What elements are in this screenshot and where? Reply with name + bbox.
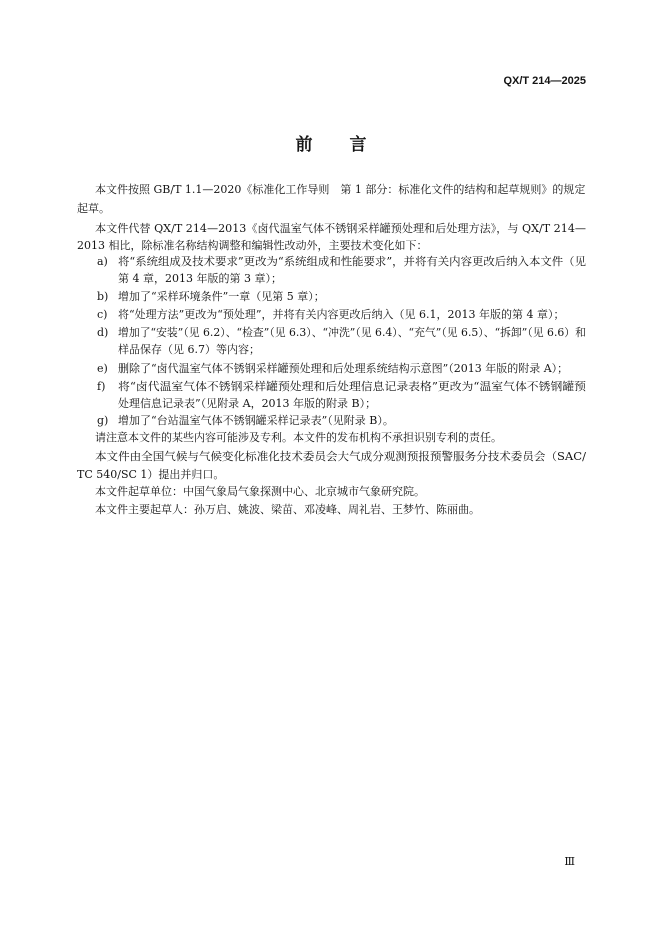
proposer-line: TC 540/SC 1）提出并归口。 — [77, 468, 225, 481]
page-number: Ⅲ — [564, 855, 575, 868]
page-title: 前 言 — [295, 135, 377, 155]
change-item-line: 将“卤代温室气体不锈钢采样罐预处理和后处理信息记录表格”更改为“温室气体不锈钢罐预 — [118, 380, 586, 393]
change-item-label: c) — [97, 308, 108, 321]
change-item-line: 将“处理方法”更改为“预处理”，并将有关内容更改后纳入（见 6.1，2013 年版的第 4 章）； — [118, 308, 565, 321]
change-item-label: a) — [97, 255, 108, 268]
change-item-label: g) — [97, 414, 109, 427]
change-item-line: 处理信息记录表”（见附录 A，2013 年版的附录 B）； — [118, 397, 377, 410]
drafters-line: 本文件主要起草人：孙万启、姚波、梁苗、邓凌峰、周礼岩、王梦竹、陈丽曲。 — [95, 503, 480, 516]
change-item-line: 第 4 章，2013 年版的第 3 章）； — [118, 272, 282, 285]
change-item-label: b) — [97, 290, 109, 303]
change-item-line: 样品保存（见 6.7）等内容； — [118, 343, 260, 356]
change-item-line: 增加了“安装”（见 6.2）、“检查”（见 6.3）、“冲洗”（见 6.4）、“充气”（见 6.5）、“拆卸”（见 6.6）和 — [118, 326, 586, 339]
basis-line: 本文件按照 GB/T 1.1—2020《标准化工作导则 第 1 部分：标准化文件的结构和起草规则》的规定 — [95, 183, 586, 196]
proposer-line: 本文件由全国气候与气候变化标准化技术委员会大气成分观测预报预警服务分技术委员会（SAC/ — [95, 450, 586, 463]
patent-notice-line: 请注意本文件的某些内容可能涉及专利。本文件的发布机构不承担识别专利的责任。 — [95, 431, 502, 444]
change-item-label: d) — [97, 326, 109, 339]
change-item-line: 删除了“卤代温室气体不锈钢采样罐预处理和后处理系统结构示意图”（2013 年版的附录 A）； — [118, 362, 569, 375]
change-item-line: 将“系统组成及技术要求”更改为“系统组成和性能要求”，并将有关内容更改后纳入本文件（见 — [118, 255, 586, 268]
change-item-label: f) — [97, 380, 106, 393]
change-item-line: 增加了“台站温室气体不锈钢罐采样记录表”（见附录 B）。 — [118, 414, 394, 427]
replaces-line: 本文件代替 QX/T 214—2013《卤代温室气体不锈钢采样罐预处理和后处理方法》，与 QX/T 214— — [95, 222, 586, 235]
drafting-units-line: 本文件起草单位：中国气象局气象探测中心、北京城市气象研究院。 — [95, 485, 425, 498]
document-code: QX/T 214—2025 — [503, 75, 586, 87]
basis-line: 起草。 — [77, 202, 110, 215]
change-item-line: 增加了“采样环境条件”一章（见第 5 章）； — [118, 290, 325, 303]
replaces-line: 2013 相比，除标准名称结构调整和编辑性改动外，主要技术变化如下： — [77, 239, 428, 252]
change-item-label: e) — [97, 362, 108, 375]
